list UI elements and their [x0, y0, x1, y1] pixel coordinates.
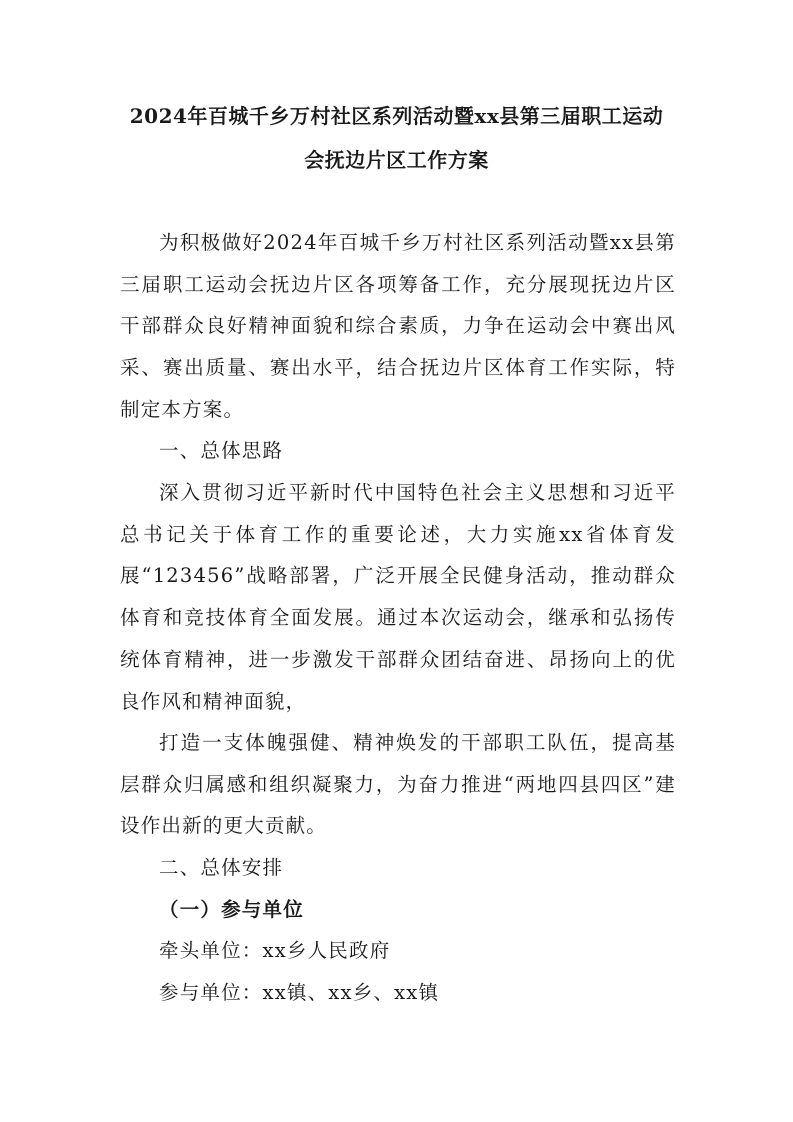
lead-unit-line: 牵头单位：xx乡人民政府 — [159, 939, 391, 962]
document-title-line-1: 2024年百城千乡万村社区系列活动暨xx县第三届职工运动 — [129, 104, 664, 128]
section-heading-overall-approach: 一、总体思路 — [159, 439, 284, 462]
intro-paragraph: 为积极做好2024年百城千乡万村社区系列活动暨xx县第三届职工运动会抚边片区各项筹备工作，充分展现抚边片区干部群众良好精神面貌和综合素质，力争在运动会中赛出风采、赛出质量、赛出水平，结合抚边片区体育工作实际，特制定本方案。 — [120, 231, 676, 421]
section1-paragraph-2: 打造一支体魄强健、精神焕发的干部职工队伍，提高基层群众归属感和组织凝聚力，为奋力推进“两地四县四区”建设作出新的更大贡献。 — [120, 731, 676, 838]
participating-units-line: 参与单位：xx镇、xx乡、xx镇 — [159, 981, 440, 1004]
document-title-line-2: 会抚边片区工作方案 — [304, 148, 489, 172]
subsection-heading-participating-units: （一）参与单位 — [159, 898, 304, 921]
section-heading-overall-arrangement: 二、总体安排 — [159, 856, 284, 879]
section1-paragraph-1: 深入贯彻习近平新时代中国特色社会主义思想和习近平总书记关于体育工作的重要论述，大力实施xx省体育发展“123456”战略部署，广泛开展全民健身活动，推动群众体育和竞技体育全面发展。通过本次运动会，继承和弘扬传统体育精神，进一步激发干部群众团结奋进、昂扬向上的优良作风和精神面貌， — [120, 481, 676, 713]
